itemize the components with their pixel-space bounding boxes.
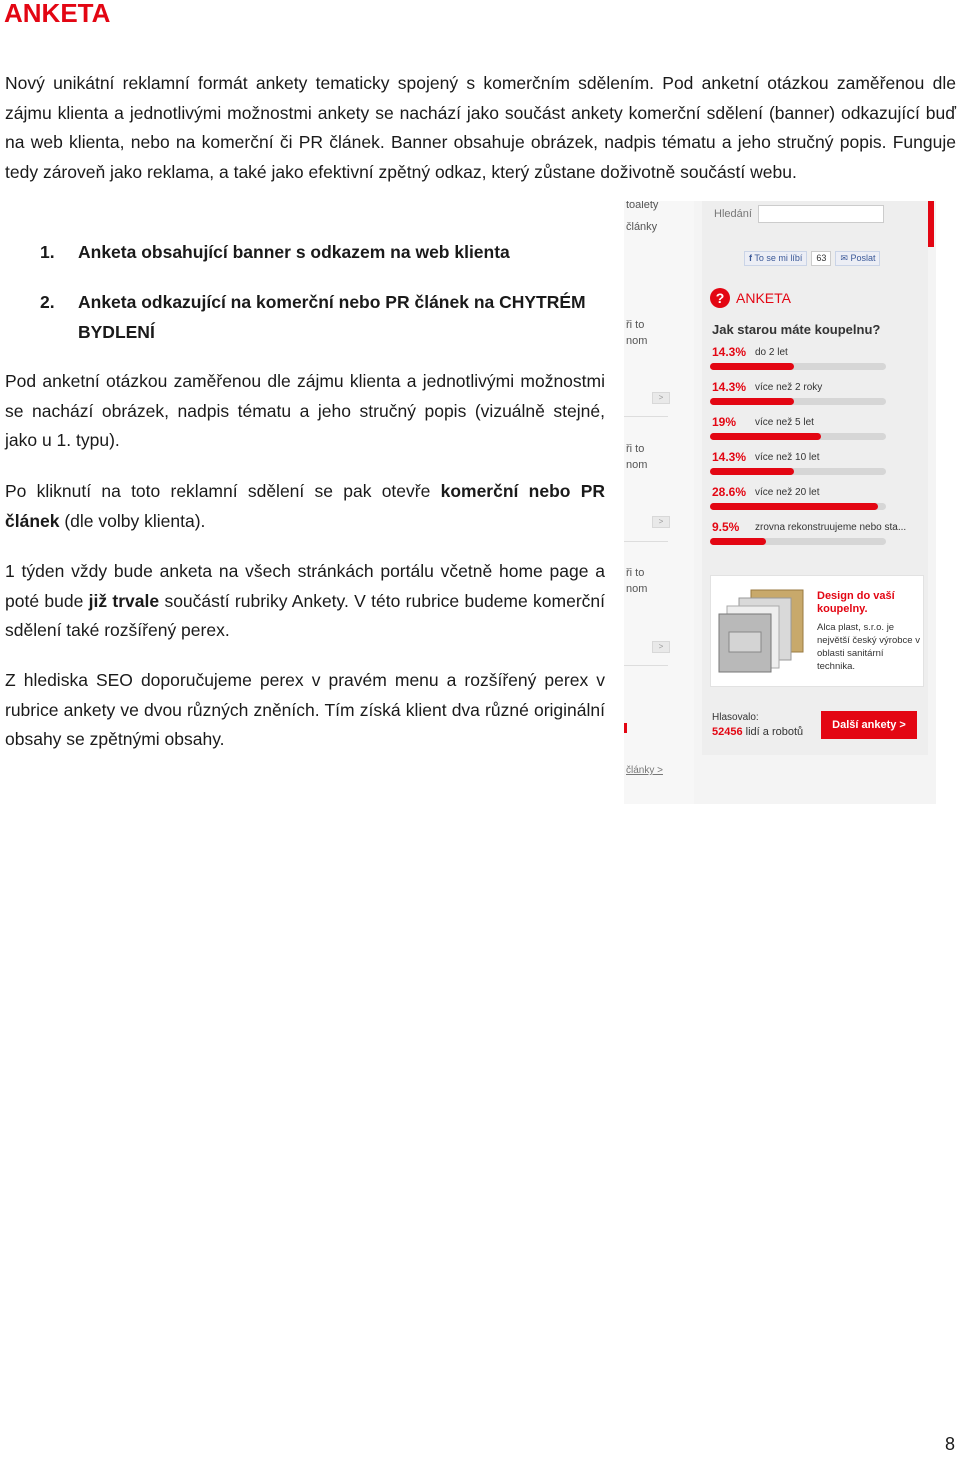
text-run: (dle volby klienta). <box>59 510 206 531</box>
poll-screenshot <box>624 201 936 804</box>
answer-percent: 14.3% <box>712 380 747 394</box>
paragraph-duration <box>5 557 605 646</box>
left-text-fragment: nom <box>626 459 648 471</box>
poll-header <box>710 288 791 308</box>
tab-toilets-fragment: toalety <box>626 201 659 211</box>
variant-list <box>40 237 610 347</box>
answer-bar-track <box>710 538 886 545</box>
articles-link[interactable]: články > <box>626 765 663 776</box>
red-accent-strip <box>928 201 934 247</box>
divider <box>624 665 668 666</box>
answer-percent: 28.6% <box>712 485 747 499</box>
answer-text: více než 10 let <box>755 452 820 463</box>
answer-text: zrovna rekonstruujeme nebo sta... <box>755 522 907 533</box>
answer-bar-track <box>710 503 886 510</box>
votes-suffix: lidí a robotů <box>742 726 804 738</box>
divider <box>624 541 668 542</box>
answer-bar-fill <box>710 433 821 440</box>
answer-bar-track <box>710 363 886 370</box>
answer-percent: 9.5% <box>712 520 740 534</box>
arrow-button-fragment[interactable]: > <box>652 392 670 404</box>
intro-part-1: Nový unikátní reklamní formát ankety tematicky spojený s komerčním sdělením. Pod anketní otázkou zaměřenou dle zájmu klienta a jednotlivými možnostmi ankety se nachází jako součást ankety komerční sdělení (banner) odkazující buď na web klienta, nebo na komerční či PR článek. <box>5 73 956 152</box>
answer-text: více než 5 let <box>755 417 814 428</box>
facebook-share-row <box>744 251 880 266</box>
answer-bar-fill <box>710 468 794 475</box>
answer-percent: 19% <box>712 415 737 429</box>
answer-text: do 2 let <box>755 347 788 358</box>
answer-bar-fill <box>710 363 794 370</box>
question-mark-icon: ? <box>710 288 730 308</box>
page-number: 8 <box>944 1434 955 1454</box>
poll-answer[interactable] <box>710 520 922 555</box>
poll-answer[interactable] <box>710 345 922 380</box>
red-marker <box>624 723 627 733</box>
text-run: součástí rubriky Ankety. V této rubrice budeme komerční sdělení také rozšířený perex. <box>5 590 605 640</box>
left-text-fragment: nom <box>626 583 648 595</box>
votes-count <box>712 726 803 738</box>
bold-run: již trvale <box>88 590 160 611</box>
paragraph-layout: Pod anketní otázkou zaměřenou dle zájmu klienta a jednotlivými možnostmi se nachází obrázek, nadpis tématu a jeho stručný popis (vizuálně stejné, jako u 1. typu). <box>5 371 605 450</box>
flush-plates-image <box>717 586 809 676</box>
intro-part-3: Funguje tedy zároveň jako reklama, a také jako efektivní zpětný odkaz, který zůstane doživotně součástí webu. <box>5 132 956 182</box>
votes-label: Hlasovalo: <box>712 712 759 723</box>
poll-label: ANKETA <box>736 290 791 306</box>
search-label: Hledání <box>714 208 752 220</box>
send-icon: ✉ <box>840 253 848 263</box>
answer-text: více než 2 roky <box>755 382 823 393</box>
facebook-icon: f <box>749 253 752 263</box>
left-text-fragment: nom <box>626 335 648 347</box>
poll-answer[interactable] <box>710 450 922 485</box>
document-title: ANKETA <box>4 0 111 28</box>
intro-part-2: Banner obsahuje obrázek, nadpis tématu a jeho stručný popis. <box>390 132 887 152</box>
more-polls-button[interactable]: Další ankety > <box>821 711 917 739</box>
left-text-fragment: ři to <box>626 319 645 331</box>
answer-bar-track <box>710 468 886 475</box>
answer-bar-fill <box>710 503 878 510</box>
divider <box>624 416 668 417</box>
left-column-fragment <box>624 201 694 804</box>
facebook-send-button[interactable] <box>835 251 880 266</box>
promo-title: Design do vaší koupelny. <box>817 590 895 615</box>
answer-bar-fill <box>710 398 794 405</box>
poll-answer[interactable] <box>710 380 922 415</box>
fb-like-label: To se mi líbí <box>754 253 803 263</box>
paragraph-click <box>5 477 605 536</box>
arrow-button-fragment[interactable]: > <box>652 641 670 653</box>
fb-send-label: Poslat <box>850 253 876 263</box>
facebook-like-button[interactable] <box>744 251 807 266</box>
poll-answer[interactable] <box>710 485 922 520</box>
list-number: 2. <box>40 292 55 312</box>
poll-answers <box>710 345 922 555</box>
list-text: Anketa obsahující banner s odkazem na web klienta <box>78 242 510 262</box>
answer-percent: 14.3% <box>712 450 747 464</box>
left-text-fragment: ři to <box>626 567 645 579</box>
arrow-button-fragment[interactable]: > <box>652 516 670 528</box>
answer-bar-track <box>710 398 886 405</box>
answer-percent: 14.3% <box>712 345 747 359</box>
poll-answer[interactable] <box>710 415 922 450</box>
poll-question: Jak starou máte koupelnu? <box>712 322 881 337</box>
answer-text: více než 20 let <box>755 487 820 498</box>
bold-run: komerční nebo PR článek <box>5 481 606 531</box>
paragraph-seo: Z hlediska SEO doporučujeme perex v pravém menu a rozšířený perex v rubrice ankety ve dvou různých zněních. Tím získá klient dva různé originální obsahy se zpětnými obsahy. <box>5 670 605 749</box>
answer-bar-fill <box>710 538 766 545</box>
list-number: 1. <box>40 242 55 262</box>
like-count: 63 <box>811 251 831 266</box>
text-run: 1 týden vždy bude anketa na všech stránkách portálu včetně home page a poté bude <box>5 561 605 611</box>
text-run: Po kliknutí na toto reklamní sdělení se pak otevře <box>5 481 441 501</box>
promo-banner[interactable] <box>710 575 924 687</box>
left-text-fragment: ři to <box>626 443 645 455</box>
variant-item-1 <box>40 237 610 267</box>
intro-paragraph <box>5 69 956 187</box>
promo-text: Alca plast, s.r.o. je největší český výrobce v oblasti sanitární technika. <box>817 622 920 672</box>
list-text: Anketa odkazující na komerční nebo PR článek na CHYTRÉM BYDLENÍ <box>78 292 586 342</box>
answer-bar-track <box>710 433 886 440</box>
votes-number: 52456 <box>712 726 743 738</box>
search-input[interactable] <box>758 205 884 223</box>
tab-articles-fragment: články <box>626 221 658 233</box>
variant-item-2 <box>40 287 610 347</box>
